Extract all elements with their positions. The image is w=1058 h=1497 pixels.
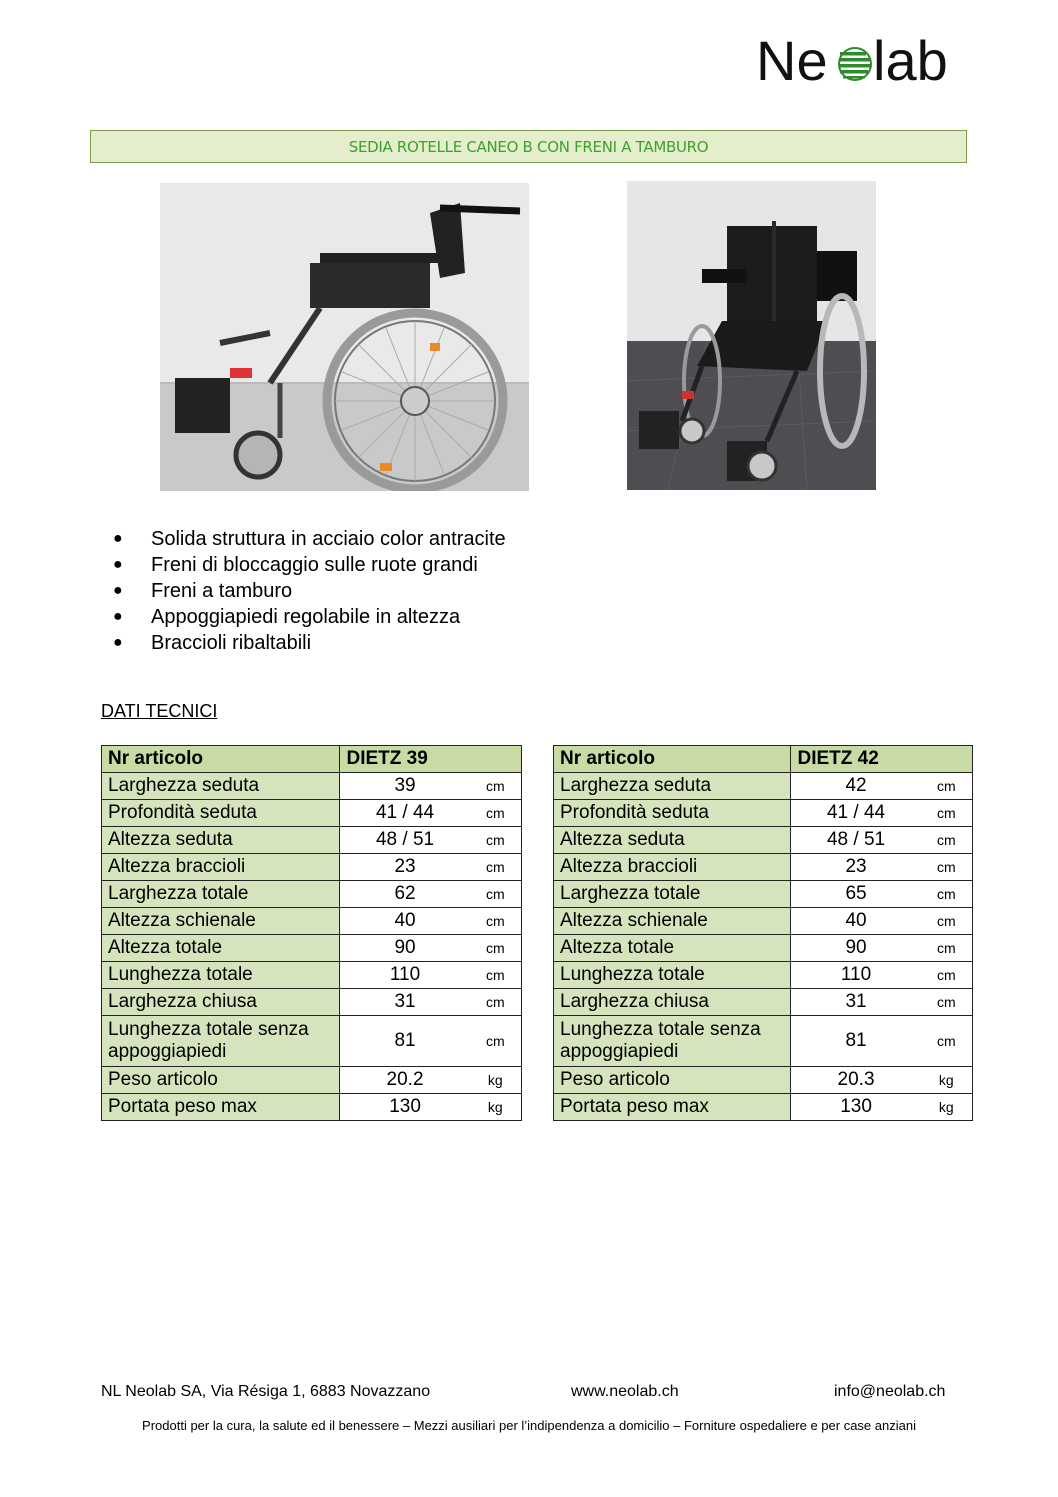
table-row <box>554 908 973 935</box>
row-value: 110 <box>340 962 470 989</box>
wheelchair-front-photo <box>627 181 876 490</box>
bullet-icon: ● <box>113 556 123 573</box>
row-label: Profondità seduta <box>102 800 340 827</box>
table-row <box>102 773 522 800</box>
row-value: 110 <box>791 962 921 989</box>
table-row <box>554 827 973 854</box>
table-row <box>554 935 973 962</box>
row-label: Altezza seduta <box>554 827 791 854</box>
row-label: Lunghezza totale <box>102 962 340 989</box>
row-unit: cm <box>470 881 522 908</box>
footer-tagline: Prodotti per la cura, la salute ed il benessere – Mezzi ausiliari per l’indipendenza a domicilio – Forniture ospedaliere e per case anziani <box>142 1418 916 1433</box>
row-label: Larghezza totale <box>554 881 791 908</box>
header-label: Nr articolo <box>554 746 791 773</box>
row-unit: cm <box>470 935 522 962</box>
table-row <box>102 1067 522 1094</box>
logo-green-o-icon <box>839 48 871 80</box>
row-value: 39 <box>340 773 470 800</box>
row-label: Lunghezza totale senza appoggiapiedi <box>102 1016 340 1067</box>
row-unit: cm <box>921 773 973 800</box>
row-unit: cm <box>470 1016 522 1067</box>
feature-item: ● Freni a tamburo <box>113 580 293 602</box>
row-label: Lunghezza totale senza appoggiapiedi <box>554 1016 791 1067</box>
logo-text-right: lab <box>873 30 948 92</box>
row-value: 81 <box>340 1016 470 1067</box>
footer-website[interactable]: www.neolab.ch <box>571 1383 679 1400</box>
row-label: Altezza braccioli <box>554 854 791 881</box>
spec-table-dietz-42 <box>553 745 973 1121</box>
row-unit: kg <box>921 1067 973 1094</box>
row-value: 48 / 51 <box>340 827 470 854</box>
row-value: 130 <box>340 1094 470 1121</box>
row-unit: cm <box>470 908 522 935</box>
table-header-row <box>102 746 522 773</box>
row-value: 40 <box>340 908 470 935</box>
row-value: 31 <box>791 989 921 1016</box>
row-value: 65 <box>791 881 921 908</box>
row-unit: cm <box>470 989 522 1016</box>
row-value: 23 <box>791 854 921 881</box>
table-row <box>554 1016 973 1067</box>
row-label: Altezza totale <box>102 935 340 962</box>
product-title: SEDIA ROTELLE CANEO B CON FRENI A TAMBURO <box>348 137 709 156</box>
wheelchair-side-photo <box>160 183 529 491</box>
row-unit: cm <box>921 854 973 881</box>
row-label: Altezza schienale <box>102 908 340 935</box>
row-value: 90 <box>340 935 470 962</box>
product-title-box <box>90 130 967 163</box>
row-value: 41 / 44 <box>791 800 921 827</box>
row-value: 31 <box>340 989 470 1016</box>
row-label: Portata peso max <box>102 1094 340 1121</box>
feature-item: ● Freni di bloccaggio sulle ruote grandi <box>113 554 478 576</box>
bullet-icon: ● <box>113 634 123 651</box>
header-article-number: DIETZ 42 <box>791 746 973 773</box>
row-label: Lunghezza totale <box>554 962 791 989</box>
spec-table-dietz-39 <box>101 745 522 1121</box>
table-row <box>102 935 522 962</box>
row-value: 40 <box>791 908 921 935</box>
row-unit: cm <box>470 773 522 800</box>
row-unit: cm <box>470 827 522 854</box>
feature-item: ● Braccioli ribaltabili <box>113 632 312 654</box>
footer-address: NL Neolab SA, Via Résiga 1, 6883 Novazzano <box>101 1383 431 1400</box>
row-unit: cm <box>921 881 973 908</box>
row-label: Peso articolo <box>554 1067 791 1094</box>
row-unit: cm <box>921 1016 973 1067</box>
features-list <box>100 526 506 656</box>
row-label: Larghezza totale <box>102 881 340 908</box>
row-unit: cm <box>470 854 522 881</box>
header-label: Nr articolo <box>102 746 340 773</box>
row-label: Altezza schienale <box>554 908 791 935</box>
table-row <box>102 962 522 989</box>
row-value: 23 <box>340 854 470 881</box>
table-row <box>102 1016 522 1067</box>
table-row <box>102 800 522 827</box>
row-label: Portata peso max <box>554 1094 791 1121</box>
row-unit: cm <box>470 962 522 989</box>
row-unit: kg <box>470 1067 522 1094</box>
row-value: 20.2 <box>340 1067 470 1094</box>
row-label: Altezza totale <box>554 935 791 962</box>
row-label: Altezza braccioli <box>102 854 340 881</box>
table-row <box>554 962 973 989</box>
row-unit: cm <box>921 962 973 989</box>
row-label: Altezza seduta <box>102 827 340 854</box>
row-unit: cm <box>921 827 973 854</box>
row-value: 81 <box>791 1016 921 1067</box>
table-row <box>554 773 973 800</box>
table-header-row <box>554 746 973 773</box>
table-row <box>102 908 522 935</box>
header-article-number: DIETZ 39 <box>340 746 522 773</box>
table-row <box>554 854 973 881</box>
table-row <box>554 800 973 827</box>
feature-item: ● Appoggiapiedi regolabile in altezza <box>113 606 461 628</box>
logo-text-left: Ne <box>756 30 828 92</box>
row-label: Peso articolo <box>102 1067 340 1094</box>
row-value: 130 <box>791 1094 921 1121</box>
table-row <box>554 1094 973 1121</box>
row-value: 90 <box>791 935 921 962</box>
row-label: Larghezza chiusa <box>102 989 340 1016</box>
row-unit: kg <box>921 1094 973 1121</box>
row-label: Profondità seduta <box>554 800 791 827</box>
row-unit: cm <box>921 800 973 827</box>
row-unit: cm <box>921 908 973 935</box>
bullet-icon: ● <box>113 608 123 625</box>
row-label: Larghezza seduta <box>554 773 791 800</box>
neolab-logo <box>756 30 971 92</box>
feature-item: ● Solida struttura in acciaio color antracite <box>113 528 506 550</box>
table-row <box>554 989 973 1016</box>
row-unit: cm <box>921 989 973 1016</box>
bullet-icon: ● <box>113 582 123 599</box>
table-row <box>554 1067 973 1094</box>
row-value: 41 / 44 <box>340 800 470 827</box>
table-row <box>102 1094 522 1121</box>
footer-email[interactable]: info@neolab.ch <box>834 1383 946 1400</box>
row-label: Larghezza chiusa <box>554 989 791 1016</box>
row-unit: cm <box>470 800 522 827</box>
row-unit: cm <box>921 935 973 962</box>
row-value: 20.3 <box>791 1067 921 1094</box>
row-label: Larghezza seduta <box>102 773 340 800</box>
row-value: 48 / 51 <box>791 827 921 854</box>
row-value: 42 <box>791 773 921 800</box>
table-row <box>554 881 973 908</box>
section-title-dati-tecnici: DATI TECNICI <box>101 701 218 721</box>
row-value: 62 <box>340 881 470 908</box>
table-row <box>102 881 522 908</box>
table-row <box>102 989 522 1016</box>
table-row <box>102 827 522 854</box>
row-unit: kg <box>470 1094 522 1121</box>
bullet-icon: ● <box>113 530 123 547</box>
table-row <box>102 854 522 881</box>
